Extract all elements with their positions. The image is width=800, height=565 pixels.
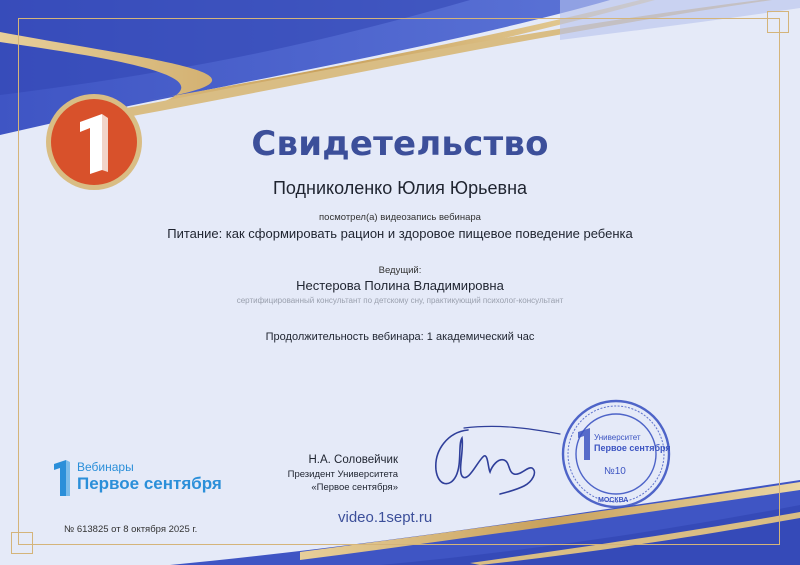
certificate-title: Свидетельство	[251, 124, 549, 164]
certificate-number: № 613825 от 8 октября 2025 г.	[64, 524, 198, 535]
signer-role-line2: «Первое сентября»	[311, 482, 398, 493]
host-description: сертифицированный консультант по детскому сну, практикующий психолог-консультант	[236, 296, 564, 305]
watched-label: посмотрел(а) видеозапись вебинара	[319, 212, 481, 223]
stamp-line1: Университет	[594, 433, 641, 442]
signer-role-line1: Президент Университета	[287, 469, 398, 480]
stamp-number: №10	[604, 466, 626, 477]
signer-block	[240, 453, 398, 494]
recipient-name: Подниколенко Юлия Юрьевна	[272, 178, 528, 198]
brand-one-icon	[52, 458, 72, 498]
corner-ornament-bottom-left	[11, 532, 33, 554]
brand-line-first-september: Первое сентября	[77, 474, 222, 493]
official-stamp-icon	[560, 398, 672, 510]
signature-icon	[428, 420, 568, 510]
webinar-duration: Продолжительность вебинара: 1 академический час	[265, 331, 535, 343]
stamp-city: МОСКВА	[598, 497, 629, 504]
host-name: Нестерова Полина Владимировна	[296, 278, 504, 293]
host-label: Ведущий:	[378, 265, 422, 276]
webinar-title: Питание: как сформировать рацион и здоровое пищевое поведение ребенка	[167, 226, 633, 241]
corner-ornament-top-right	[767, 11, 789, 33]
signer-name: Н.А. Соловейчик	[308, 454, 398, 466]
stamp-line2: Первое сентября	[594, 443, 671, 453]
brand-line-webinars: Вебинары	[77, 460, 134, 474]
brand-logo	[52, 458, 232, 498]
website-link[interactable]: video.1sept.ru	[338, 509, 433, 526]
